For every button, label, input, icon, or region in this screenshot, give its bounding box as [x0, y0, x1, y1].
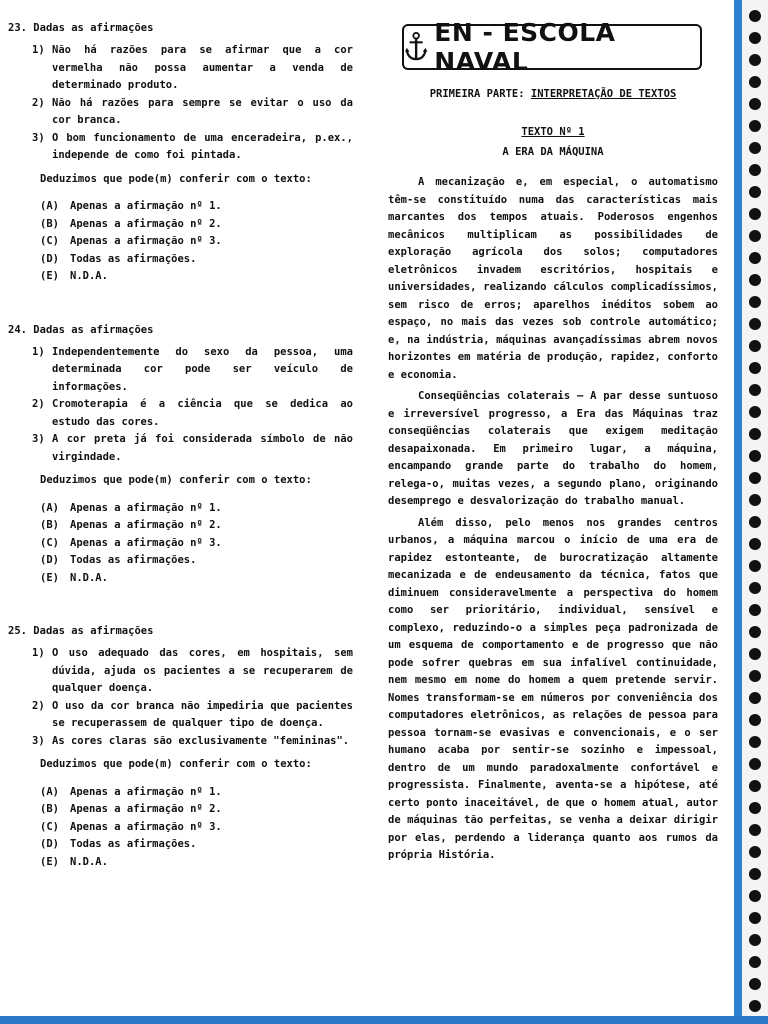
option-label: (E)	[40, 571, 59, 584]
statement-text: Independentemente do sexo da pessoa, uma determinada cor pode ser veículo de informações.	[52, 345, 353, 393]
statement	[32, 42, 353, 95]
question-23	[8, 22, 353, 286]
answer-option[interactable]	[40, 535, 353, 553]
answer-option[interactable]	[40, 854, 353, 872]
binding-hole	[749, 296, 761, 308]
option-text: Apenas a afirmação nº 3.	[70, 536, 222, 549]
statement-text: Não há razões para se afirmar que a cor vermelha não possa aumentar a venda de determinado produto.	[52, 44, 353, 91]
question-24	[8, 324, 353, 588]
binding-hole	[749, 494, 761, 506]
paragraph: Além disso, pelo menos nos grandes centros urbanos, a máquina marcou o início de uma era de rapidez estonteante, de burocratização altamente mecanizada e de endeusamento da técnica, fatos que diminuem consideravelmente a perspectiva do homem como ser prioritário, individual, sensível e complexo, reduzindo-o a simples peça padronizada de um esquema de comportamento e de progresso que não pode sofrer quebras em sua infalível continuidade, nem mesmo em nome do homem a quem pretende servir. Nomes transformam-se em números por conveniência dos computadores eletrônicos, as relações de pessoa para pessoa tornam-se evasivas e convencionais, e o ser humano acaba por sentir-se sozinho e impessoal, dentro de um mundo paradoxalmente confortável e progressista. Finalmente, aventa-se a hipótese, até certo ponto inaceitável, de que o homem atual, autor de máquinas tão perfeitas, se venha a deixar dirigir por elas, perdendo a liderança quanto aos rumos da própria História.	[388, 516, 718, 861]
question-header	[8, 625, 353, 637]
part-heading	[388, 88, 718, 100]
option-label: (B)	[40, 803, 59, 815]
statement	[32, 95, 353, 130]
statement	[32, 733, 353, 751]
binding-hole	[749, 802, 761, 814]
binding-hole	[749, 340, 761, 352]
option-label: (C)	[40, 820, 59, 833]
option-text: Apenas a afirmação nº 1.	[70, 785, 222, 798]
option-label: (A)	[40, 200, 59, 212]
answer-option[interactable]	[40, 784, 353, 802]
question-header	[8, 22, 353, 34]
binding-hole	[749, 780, 761, 792]
statement-number: 2)	[32, 699, 45, 712]
reading-column	[388, 18, 718, 869]
answer-option[interactable]	[40, 233, 353, 251]
binding-hole	[749, 714, 761, 726]
question-title: Dadas as afirmações	[33, 22, 154, 34]
binding-hole	[749, 1000, 761, 1012]
statement-number: 2)	[32, 96, 45, 109]
statement	[32, 698, 353, 733]
option-text: Apenas a afirmação nº 3.	[70, 820, 222, 833]
page-bottom-edge	[0, 1016, 768, 1024]
binding-hole	[749, 824, 761, 836]
anchor-icon	[404, 31, 428, 63]
option-text: Apenas a afirmação nº 2.	[70, 803, 222, 815]
statement	[32, 431, 353, 466]
binding-hole	[749, 274, 761, 286]
option-label: (D)	[40, 252, 59, 265]
statement-number: 1)	[32, 345, 45, 358]
binding-hole	[749, 362, 761, 374]
spacer	[8, 595, 353, 625]
deduce-prompt: Deduzimos que pode(m) conferir com o texto:	[40, 758, 312, 770]
binding-hole	[749, 384, 761, 396]
answer-option[interactable]	[40, 819, 353, 837]
binding-hole	[749, 648, 761, 660]
answer-option[interactable]	[40, 198, 353, 216]
text-title: A ERA DA MÁQUINA	[502, 146, 604, 158]
option-label: (A)	[40, 501, 59, 514]
statement	[32, 130, 353, 165]
binding-hole	[749, 186, 761, 198]
option-text: N.D.A.	[70, 270, 108, 282]
binding-hole	[749, 890, 761, 902]
binding-hole	[749, 252, 761, 264]
binding-hole	[749, 120, 761, 132]
statement-number: 2)	[32, 398, 45, 410]
answer-option[interactable]	[40, 570, 353, 588]
statement-text: As cores claras são exclusivamente "femininas".	[52, 734, 350, 747]
binding-hole	[749, 956, 761, 968]
deduce-prompt: Deduzimos que pode(m) conferir com o texto:	[40, 474, 312, 486]
answer-option[interactable]	[40, 216, 353, 234]
binding-hole	[749, 164, 761, 176]
statement-text: O uso adequado das cores, em hospitais, sem dúvida, ajuda os pacientes a se recuperarem de qualquer doença.	[52, 647, 353, 694]
statement-number: 3)	[32, 734, 45, 747]
question-number: 25.	[8, 625, 27, 637]
statement-text: Cromoterapia é a ciência que se dedica ao estudo das cores.	[52, 398, 353, 428]
option-text: Apenas a afirmação nº 3.	[70, 235, 222, 247]
binding-hole	[749, 406, 761, 418]
option-text: Apenas a afirmação nº 1.	[70, 200, 222, 212]
option-text: Apenas a afirmação nº 2.	[70, 519, 222, 531]
binding-hole	[749, 736, 761, 748]
question-title: Dadas as afirmações	[33, 323, 154, 336]
question-title: Dadas as afirmações	[33, 625, 154, 637]
binding-hole	[749, 846, 761, 858]
binding-hole	[749, 670, 761, 682]
binding-hole	[749, 10, 761, 22]
option-text: Apenas a afirmação nº 2.	[70, 217, 222, 230]
statement-number: 3)	[32, 433, 45, 445]
statement-text: O uso da cor branca não impediria que pacientes se recuperassem de qualquer tipo de doença.	[52, 699, 353, 729]
statement-number: 1)	[32, 44, 45, 56]
part-title: INTERPRETAÇÃO DE TEXTOS	[530, 88, 677, 100]
option-label: (B)	[40, 217, 59, 230]
option-label: (D)	[40, 554, 59, 566]
answer-option[interactable]	[40, 500, 353, 518]
option-text: Todas as afirmações.	[70, 838, 197, 850]
option-label: (E)	[40, 855, 59, 868]
question-number: 24.	[8, 323, 27, 336]
binding-hole	[749, 76, 761, 88]
questions-column	[8, 22, 353, 879]
option-label: (D)	[40, 838, 59, 850]
binding-hole	[749, 230, 761, 242]
spiral-binding	[742, 0, 768, 1024]
binding-hole	[749, 978, 761, 990]
logo-text: EN - ESCOLA NAVAL	[434, 18, 616, 76]
binding-hole	[749, 758, 761, 770]
question-number: 23.	[8, 22, 27, 34]
option-text: N.D.A.	[70, 855, 108, 868]
binding-hole	[749, 516, 761, 528]
statement-number: 3)	[32, 131, 45, 144]
option-label: (E)	[40, 270, 59, 282]
option-text: Apenas a afirmação nº 1.	[70, 501, 222, 514]
binding-hole	[749, 32, 761, 44]
binding-hole	[749, 626, 761, 638]
question-header	[8, 324, 353, 336]
option-text: Todas as afirmações.	[70, 252, 197, 265]
statement-text: O bom funcionamento de uma enceradeira, p.ex., independe de como foi pintada.	[52, 131, 353, 161]
binding-hole	[749, 692, 761, 704]
option-label: (C)	[40, 536, 59, 549]
option-label: (B)	[40, 519, 59, 531]
binding-hole	[749, 868, 761, 880]
binding-hole	[749, 450, 761, 462]
statement-text: Não há razões para sempre se evitar o uso da cor branca.	[52, 96, 353, 126]
binding-hole	[749, 582, 761, 594]
binding-hole	[749, 538, 761, 550]
option-label: (A)	[40, 785, 59, 798]
answer-option[interactable]	[40, 251, 353, 269]
binding-hole	[749, 54, 761, 66]
paragraph: A mecanização e, em especial, o automatismo têm-se constituído numa das características mais marcantes dos tempos atuais. Poderosos engenhos mecânicos multiplicam as possibilidades de exploração agrícola dos solos; computadores eletrônicos invadem escritórios, hospitais e universidades, realizando cálculos complicadíssimos, sem risco de erros; aparelhos inéditos sobem ao espaço, no mais das vezes sob controle automático; e, na indústria, máquinas avançadíssimas abrem novos horizontes em matéria de produção, rapidez, conforto e economia.	[388, 176, 718, 381]
spacer	[8, 294, 353, 324]
answer-option[interactable]	[40, 801, 353, 819]
binding-hole	[749, 208, 761, 220]
binder-edge	[734, 0, 742, 1024]
part-label: PRIMEIRA PARTE:	[429, 88, 525, 100]
binding-hole	[749, 934, 761, 946]
text-number: TEXTO Nº 1	[521, 126, 585, 138]
answer-option[interactable]	[40, 552, 353, 570]
statement	[32, 344, 353, 397]
binding-hole	[749, 560, 761, 572]
binding-hole	[749, 318, 761, 330]
paragraph: Conseqüências colaterais — A par desse suntuoso e irreversível progresso, a Era das Máquinas traz conseqüências colaterais que exigem meditação desapaixonada. Em primeiro lugar, a máquina, encampando grande parte do trabalho do homem, relega-o, muitas vezes, a segundo plano, originando desemprego e desvalorização do trabalho manual.	[388, 390, 718, 507]
statement	[32, 645, 353, 698]
option-text: Todas as afirmações.	[70, 554, 197, 566]
binding-hole	[749, 98, 761, 110]
binding-hole	[749, 472, 761, 484]
statement-text: A cor preta já foi considerada símbolo de não virgindade.	[52, 433, 353, 463]
answer-option[interactable]	[40, 836, 353, 854]
escola-naval-logo	[402, 18, 702, 76]
statement	[32, 396, 353, 431]
answer-option[interactable]	[40, 517, 353, 535]
statement-number: 1)	[32, 647, 45, 659]
answer-option[interactable]	[40, 268, 353, 286]
binding-hole	[749, 428, 761, 440]
binding-hole	[749, 604, 761, 616]
option-label: (C)	[40, 235, 59, 247]
option-text: N.D.A.	[70, 571, 108, 584]
deduce-prompt: Deduzimos que pode(m) conferir com o texto:	[40, 172, 312, 185]
question-25	[8, 625, 353, 871]
binding-hole	[749, 142, 761, 154]
binding-hole	[749, 912, 761, 924]
